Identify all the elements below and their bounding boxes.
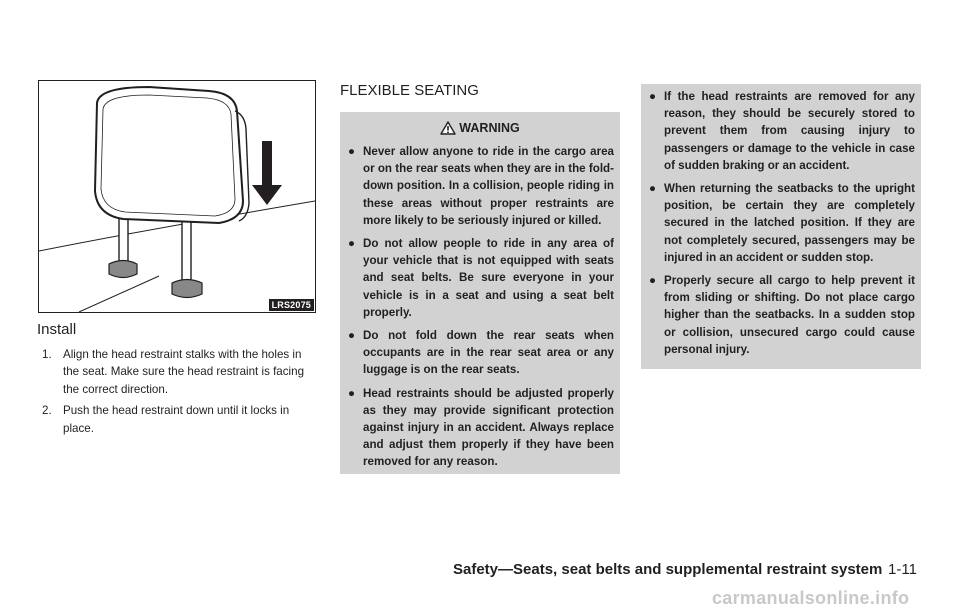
install-step (37, 402, 320, 437)
warning-box (340, 112, 620, 474)
warning-list (641, 84, 921, 358)
warning-item-text: Do not allow people to ride in any area of your vehicle that is not equipped with seats and seat belts. Be sure everyone in your vehicle is in a seat and using a seat belt properly. (363, 237, 614, 319)
install-step (37, 346, 320, 398)
footer-section-title: Safety—Seats, seat belts and supplemental restraint system (453, 561, 883, 578)
step-number: 1. (42, 348, 52, 361)
head-restraint-figure (38, 80, 316, 313)
warning-item-text: Properly secure all cargo to help prevent it from sliding or shifting. Do not place cargo higher than the seatbacks. In a sudden stop or collision, unsecured cargo could cause personal injury. (664, 274, 915, 356)
install-title: Install (37, 321, 77, 338)
bullet: ● (649, 90, 657, 103)
warning-item (348, 235, 614, 321)
bullet: ● (649, 182, 657, 196)
head-restraint-illustration (39, 81, 315, 312)
bullet: ● (348, 145, 356, 158)
warning-item (649, 88, 915, 174)
bullet: ● (649, 274, 657, 288)
warning-list (340, 143, 620, 471)
warning-header (340, 121, 620, 135)
step-text: Push the head restraint down until it locks in place. (63, 404, 290, 435)
flexible-seating-title: FLEXIBLE SEATING (340, 82, 479, 99)
warning-item (348, 385, 614, 471)
watermark: carmanualsonline.info (712, 588, 910, 608)
warning-item-text: Do not fold down the rear seats when occupants are in the rear seat area or any luggage is on the rear seats. (363, 329, 614, 377)
warning-box-continued (641, 84, 921, 369)
figure-code: LRS2075 (269, 299, 314, 311)
warning-item-text: If the head restraints are removed for any reason, they should be securely stored to prevent them from causing injury to passengers or damage to the vehicle in case of sudden braking or an accident. (664, 90, 915, 172)
warning-item-text: Never allow anyone to ride in the cargo area or on the rear seats when they are in the fold-down position. In a collision, people riding in these areas without proper restraints are more likely to be seriously injured or killed. (363, 145, 614, 227)
step-text: Align the head restraint stalks with the holes in the seat. Make sure the head restraint is facing the correct direction. (63, 348, 305, 396)
bullet: ● (348, 237, 356, 251)
warning-item (649, 180, 915, 266)
step-number: 2. (42, 404, 52, 418)
warning-item-text: When returning the seatbacks to the upright position, be certain they are completely secured in the latched position. If they are not completely secured, passengers may be injured in an accident or sudden stop. (664, 182, 915, 264)
warning-item (649, 272, 915, 358)
install-steps (37, 346, 320, 441)
warning-item-text: Head restraints should be adjusted properly as they may provide significant protection against injury in an accident. Always replace and adjust them properly if they have been removed for any reason. (363, 386, 614, 469)
bullet: ● (348, 329, 356, 343)
bullet: ● (348, 386, 356, 400)
warning-label: WARNING (459, 121, 520, 135)
warning-item (348, 327, 614, 379)
warning-triangle-icon (440, 121, 456, 135)
page-number: 1-11 (888, 561, 917, 578)
warning-item (348, 143, 614, 229)
